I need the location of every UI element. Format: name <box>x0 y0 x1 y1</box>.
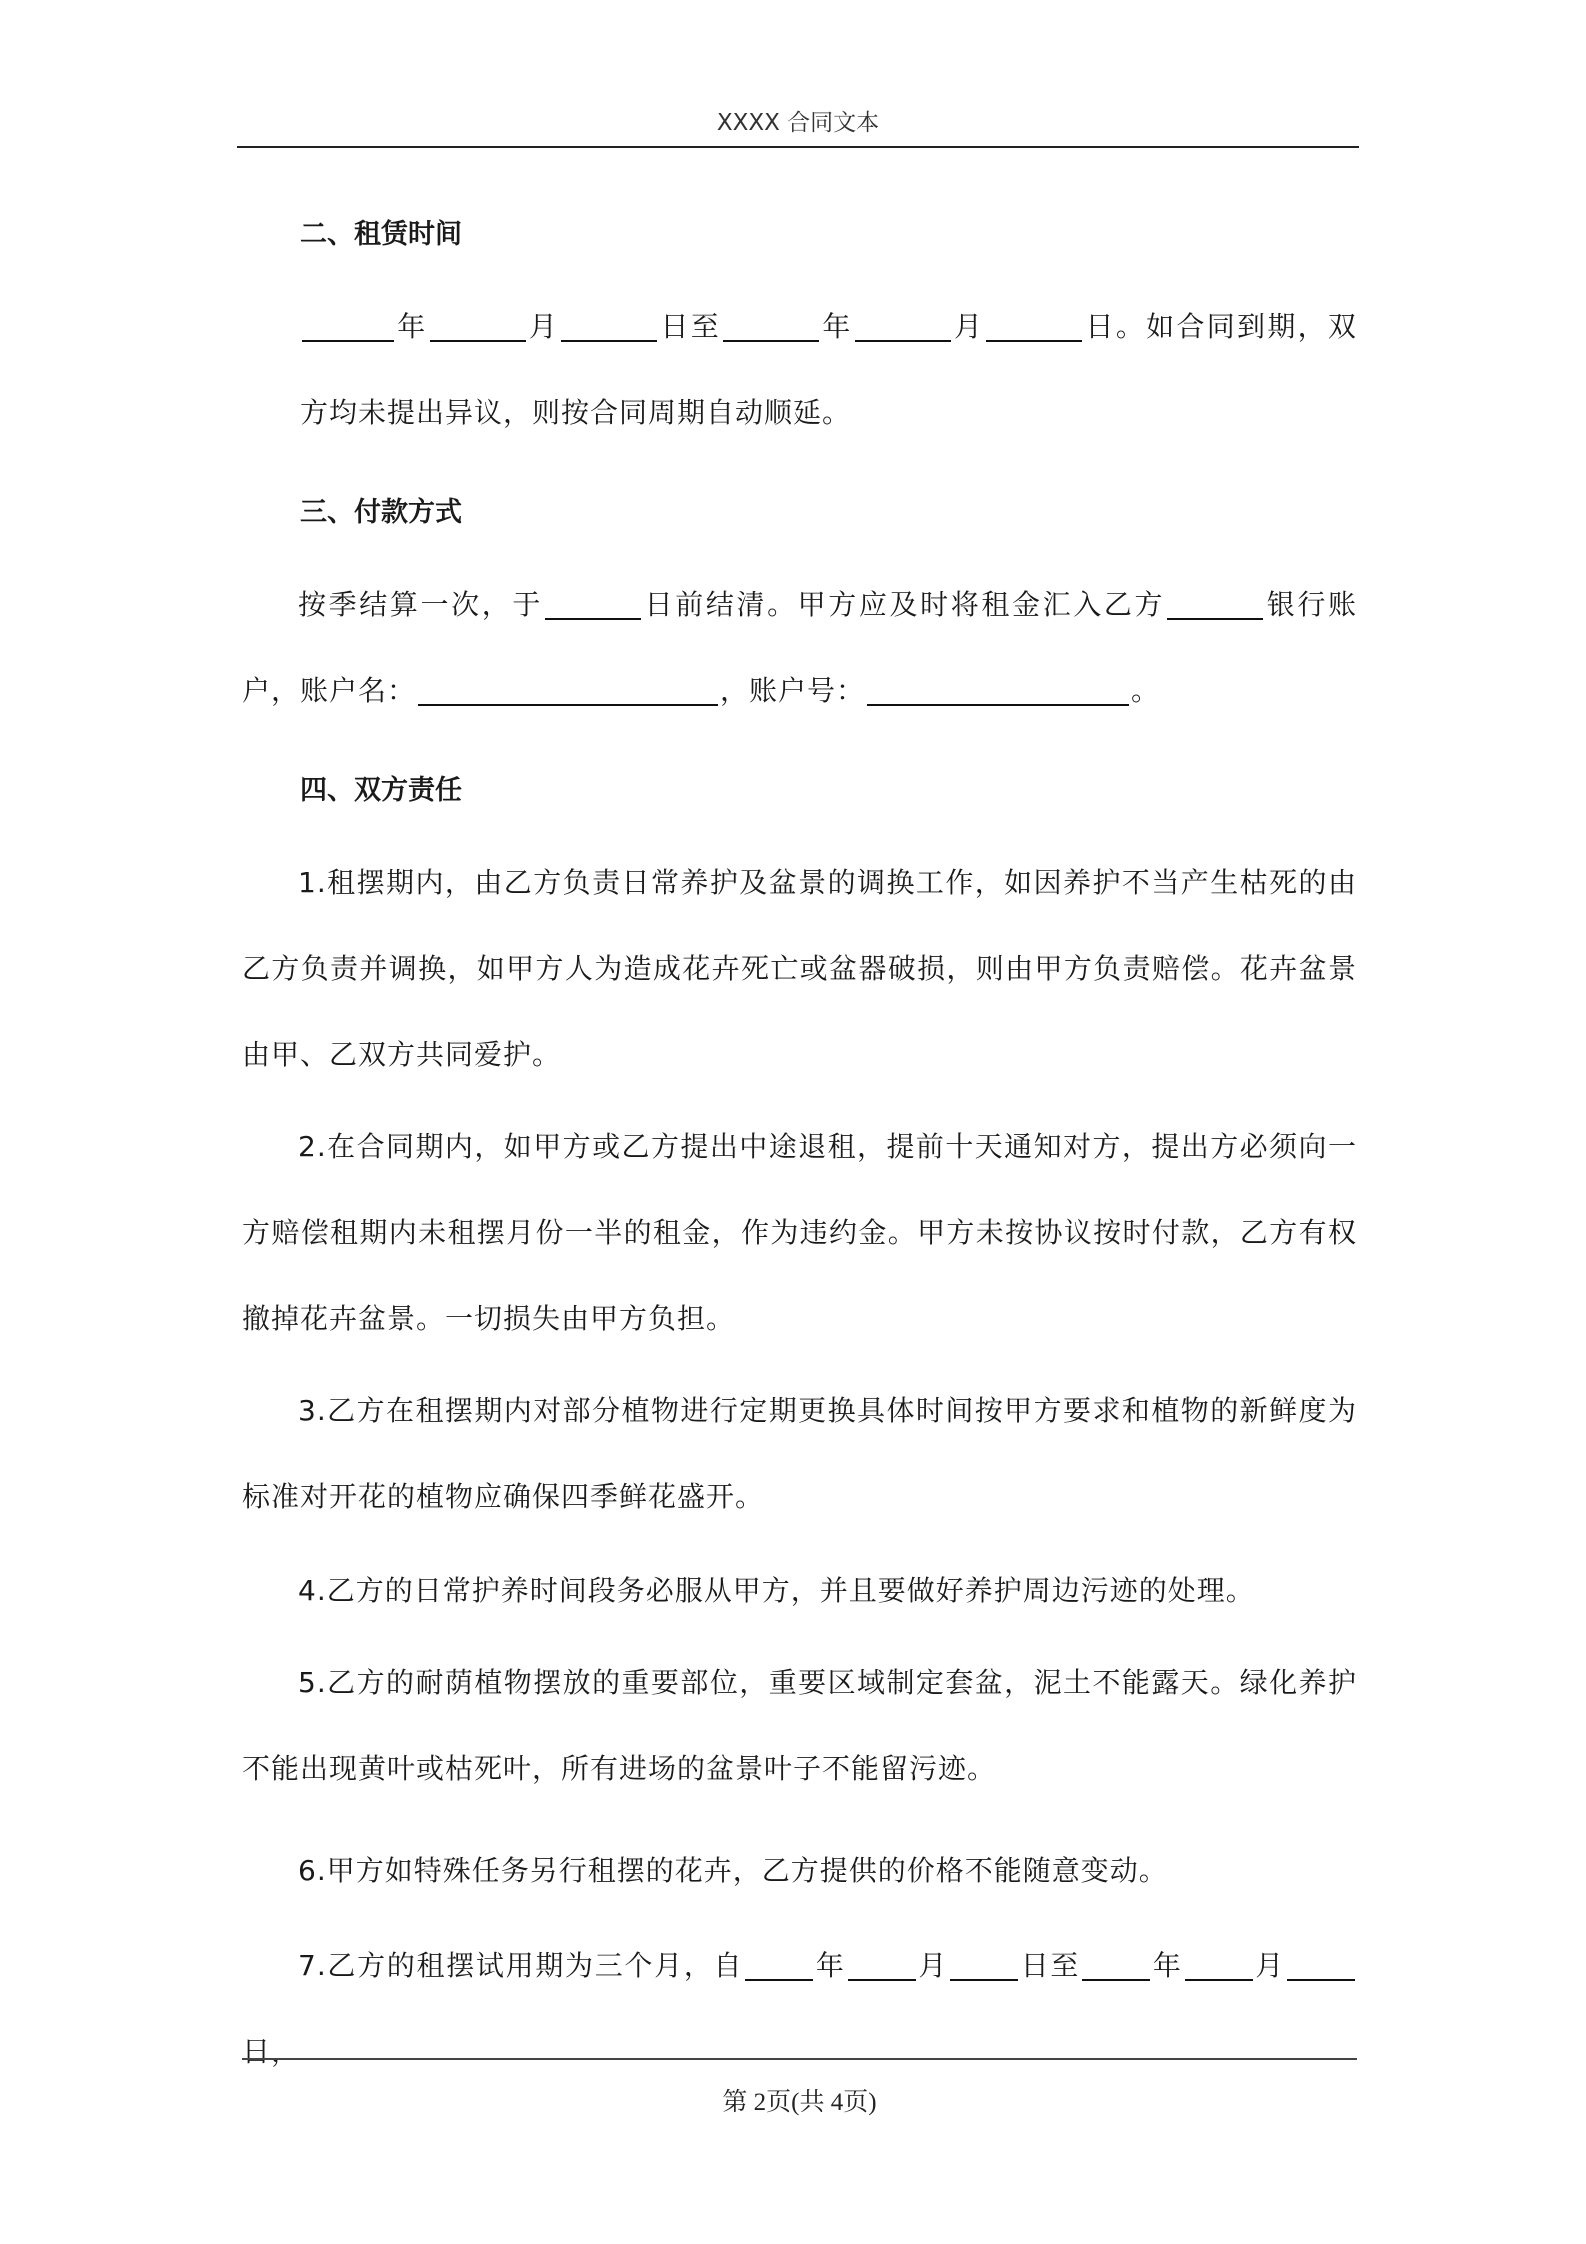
list-item: 2.在合同期内，如甲方或乙方提出中途退租，提前十天通知对方，提出方必须向一方赔偿租期内未租摆月份一半的租金，作为违约金。甲方未按协议按时付款，乙方有权撤掉花卉盆景。一切损失由甲方负担。 <box>242 1130 1357 1335</box>
text-day: 日， <box>242 2035 301 2068</box>
section-heading-responsibilities: 四、双方责任 <box>300 775 462 806</box>
blank-field[interactable] <box>1287 1949 1355 1981</box>
text-year: 年 <box>396 310 428 343</box>
list-item: 5.乙方的耐荫植物摆放的重要部位，重要区域制定套盆，泥土不能露天。绿化养护不能出现黄叶或枯死叶，所有进场的盆景叶子不能留污迹。 <box>242 1666 1357 1785</box>
lease-period-paragraph <box>242 284 1357 456</box>
text-month: 月 <box>1254 1949 1285 1982</box>
text-account-name: 银行账户，账户名： <box>242 588 1357 707</box>
blank-field[interactable] <box>1082 1949 1150 1981</box>
payment-paragraph <box>242 562 1357 734</box>
blank-field[interactable] <box>545 588 641 620</box>
blank-field[interactable] <box>745 1949 813 1981</box>
text-period: 。 <box>1131 674 1161 707</box>
list-item: 3.乙方在租摆期内对部分植物进行定期更换具体时间按甲方要求和植物的新鲜度为标准对开花的植物应确保四季鲜花盛开。 <box>242 1394 1357 1513</box>
text-year: 年 <box>1152 1949 1183 1982</box>
list-item: 1.租摆期内，由乙方负责日常养护及盆景的调换工作，如因养护不当产生枯死的由乙方负责并调换，如甲方人为造成花卉死亡或盆器破损，则由甲方负责赔偿。花卉盆景由甲、乙双方共同爱护。 <box>242 866 1357 1071</box>
text-month: 月 <box>952 310 985 343</box>
text-payment-2: 日前结清。甲方应及时将租金汇入乙方 <box>642 588 1166 621</box>
section-heading-payment: 三、付款方式 <box>300 497 462 528</box>
blank-field[interactable] <box>430 310 526 342</box>
text-trial-period: 7.乙方的租摆试用期为三个月，自 <box>298 1949 744 1982</box>
list-item: 4.乙方的日常护养时间段务必服从甲方，并且要做好养护周边污迹的处理。 <box>298 1574 1255 1607</box>
footer-divider <box>242 2058 1357 2060</box>
text-day-to: 日至 <box>1020 1949 1081 1982</box>
text-year: 年 <box>815 1949 846 1982</box>
blank-field[interactable] <box>950 1949 1018 1981</box>
text-day-to: 日至 <box>659 310 722 343</box>
account-name-field[interactable] <box>418 674 718 706</box>
section-heading-lease-period: 二、租赁时间 <box>300 219 462 250</box>
blank-field[interactable] <box>848 1949 916 1981</box>
blank-field[interactable] <box>986 310 1082 342</box>
page-number: 第 2页(共 4页) <box>722 2089 877 2116</box>
text-month: 月 <box>527 310 560 343</box>
header-divider <box>237 146 1359 148</box>
blank-field[interactable] <box>723 310 819 342</box>
text-payment-1: 按季结算一次，于 <box>298 588 543 621</box>
blank-field[interactable] <box>302 310 394 342</box>
blank-field[interactable] <box>855 310 951 342</box>
text-month: 月 <box>917 1949 949 1982</box>
blank-field[interactable] <box>1167 588 1263 620</box>
text-account-number: ，账户号： <box>720 674 866 707</box>
blank-field[interactable] <box>1185 1949 1253 1981</box>
list-item-7 <box>242 1923 1357 2095</box>
text-year: 年 <box>821 310 853 343</box>
blank-field[interactable] <box>561 310 657 342</box>
account-number-field[interactable] <box>867 674 1129 706</box>
list-item: 6.甲方如特殊任务另行租摆的花卉，乙方提供的价格不能随意变动。 <box>298 1854 1168 1887</box>
page-header: XXXX 合同文本 <box>716 110 880 136</box>
text-auto-renew: 日。如合同到期，双方均未提出异议，则按合同周期自动顺延。 <box>300 310 1357 429</box>
